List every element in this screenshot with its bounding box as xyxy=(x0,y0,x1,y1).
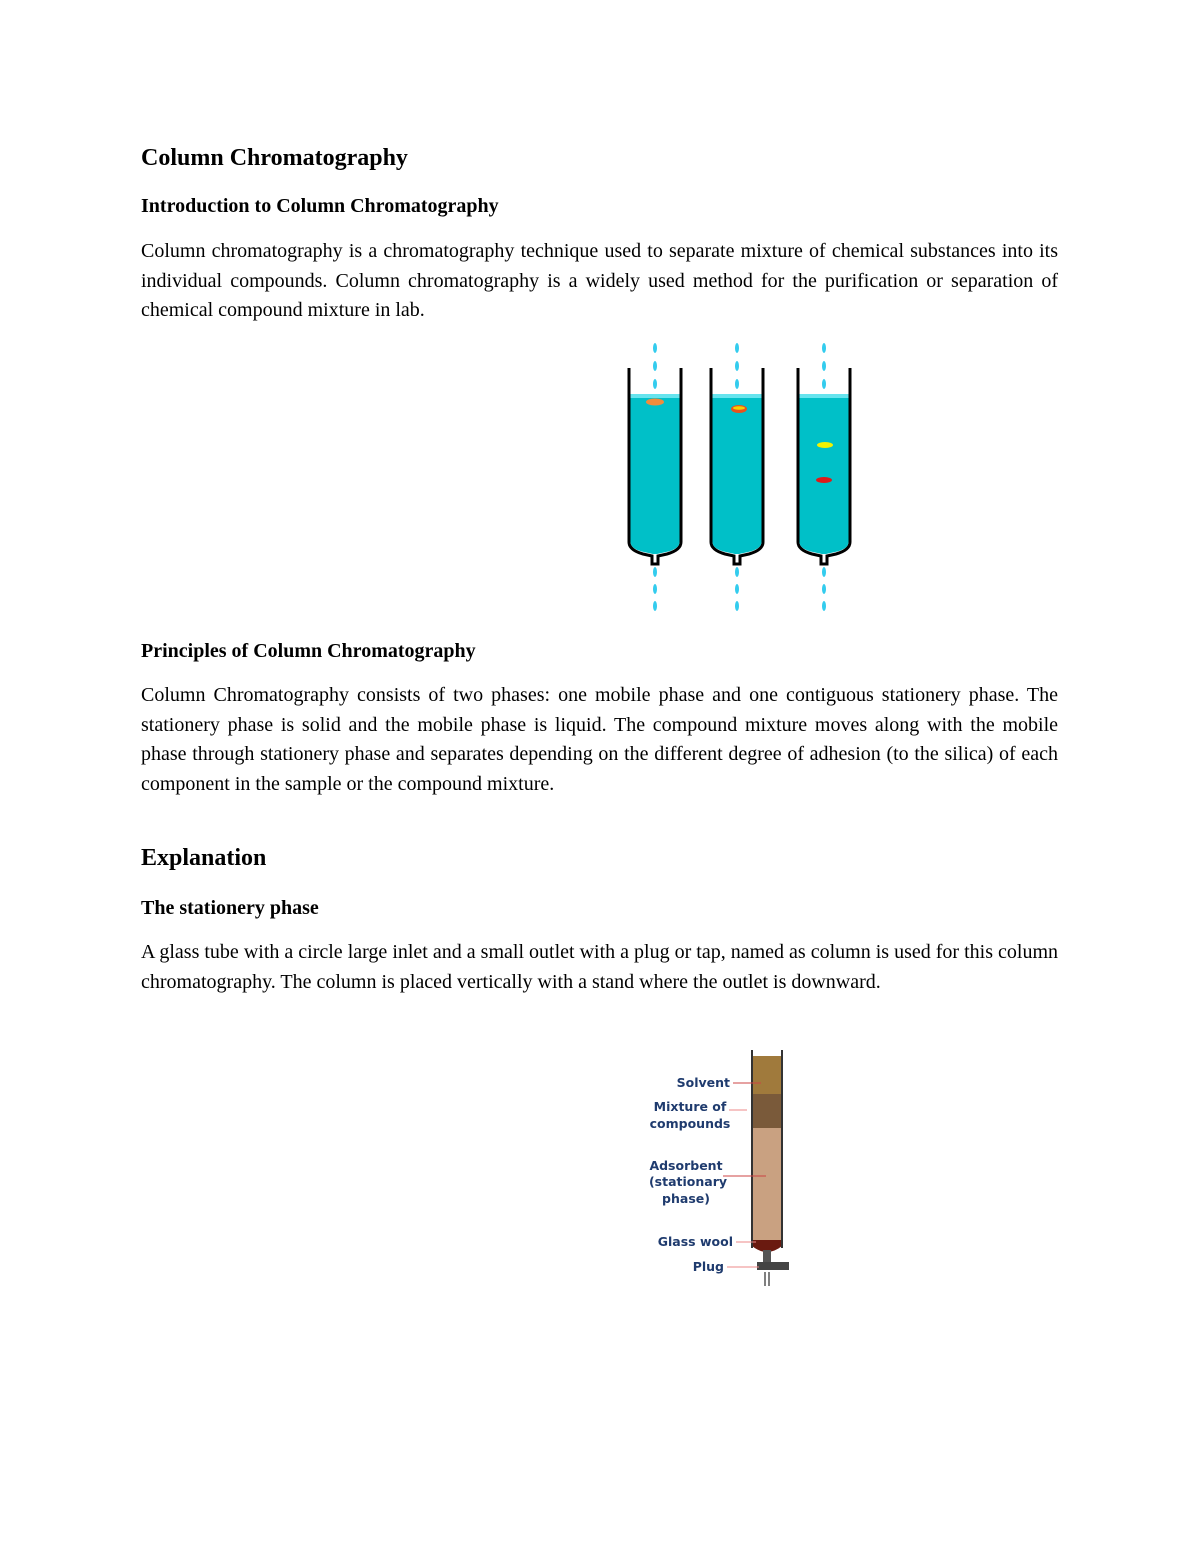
column-1-inflow-drops xyxy=(653,343,657,389)
column-3-outflow-drops xyxy=(822,567,826,611)
label-adsorbent-line3: phase) xyxy=(662,1191,710,1206)
chromatography-columns-figure xyxy=(619,338,859,618)
mixture-layer xyxy=(752,1094,782,1128)
label-plug: Plug xyxy=(692,1259,724,1274)
plug-tap xyxy=(757,1262,789,1270)
label-mixture-line2: compounds xyxy=(649,1116,731,1131)
column-2-outflow-drops xyxy=(735,567,739,611)
column-2 xyxy=(711,343,763,611)
label-glass-wool: Glass wool xyxy=(657,1234,733,1249)
intro-heading: Introduction to Column Chromatography xyxy=(141,195,499,217)
principles-heading: Principles of Column Chromatography xyxy=(141,640,476,662)
page-title: Column Chromatography xyxy=(141,145,408,171)
explanation-heading: Explanation xyxy=(141,845,267,871)
band-orange-top xyxy=(646,399,664,406)
labelled-column-figure xyxy=(641,1046,801,1290)
principles-paragraph: Column Chromatography consists of two phases: one mobile phase and one contiguous stationery phase. The stationery phase is solid and the mobile phase is liquid. The compound mixture moves along with the mobile phase through stationery phase and separates depending on the different degree of adhesion (to the silica) of each component in the sample or the compound mixture. xyxy=(141,684,1058,795)
adsorbent-layer xyxy=(752,1128,782,1240)
stationary-heading: The stationery phase xyxy=(141,897,319,919)
label-mixture-line1: Mixture of xyxy=(653,1099,727,1114)
label-adsorbent-line2: (stationary xyxy=(648,1174,728,1189)
column-2-inflow-drops xyxy=(735,343,739,389)
solvent-layer xyxy=(752,1056,782,1094)
label-adsorbent-line1: Adsorbent xyxy=(649,1158,723,1173)
label-solvent: Solvent xyxy=(676,1075,730,1090)
column-1 xyxy=(629,343,681,611)
stationary-paragraph: A glass tube with a circle large inlet and a small outlet with a plug or tap, named as column is used for this column chromatography. The column is placed vertically with a stand where the outlet is downward. xyxy=(141,941,1058,993)
band-red xyxy=(816,477,832,483)
column-1-outflow-drops xyxy=(653,567,657,611)
intro-paragraph: Column chromatography is a chromatography technique used to separate mixture of chemical substances into its individual compounds. Column chromatography is a widely used method for the purification or separation of chemical compound mixture in lab. xyxy=(141,240,1058,321)
band-yellow xyxy=(817,442,833,448)
column-3 xyxy=(798,343,850,611)
column-3-inflow-drops xyxy=(822,343,826,389)
